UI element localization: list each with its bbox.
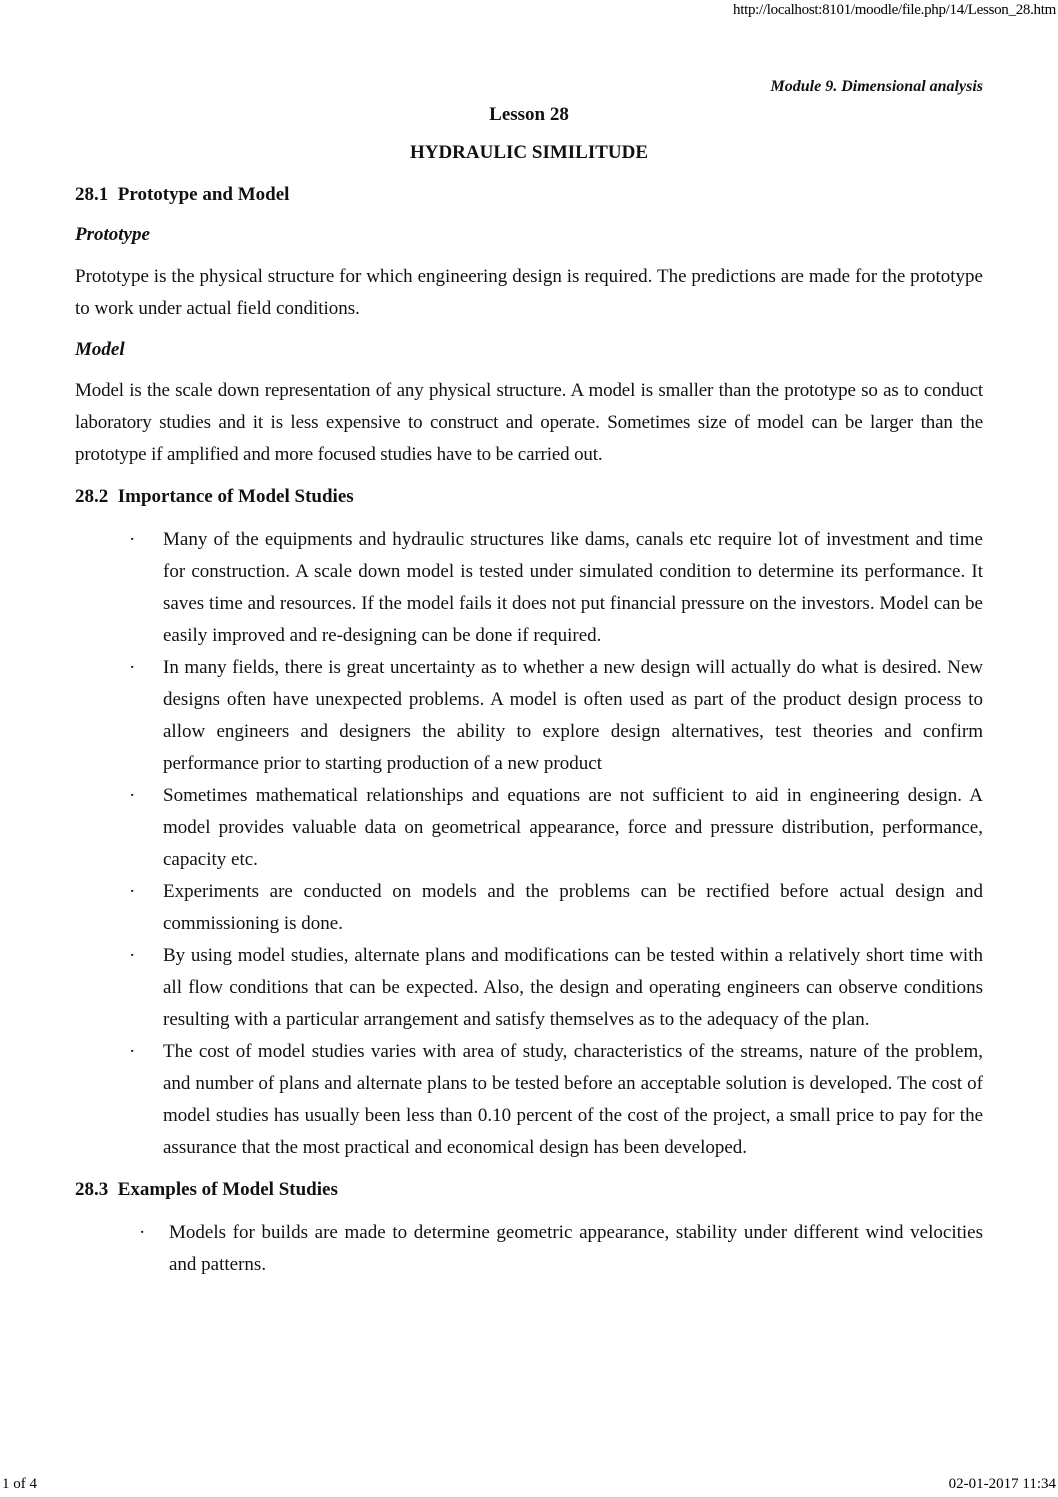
print-datetime: 02-01-2017 11:34 [948,1476,1056,1492]
document-body [75,74,983,1281]
list-item [75,1217,983,1281]
bullet-dot-icon: · [129,1041,136,1062]
bullet-text: Sometimes mathematical relationships and equations are not sufficient to aid in engineering design. A model provides valuable data on geometrical appearance, force and pressure distribution, performance, capacity etc. [163,785,983,870]
subheading-model: Model [75,339,125,360]
print-header-url: http://localhost:8101/moodle/file.php/14/Lesson_28.htm [733,2,1056,18]
bullet-dot-icon: · [129,945,136,966]
bullet-text: Many of the equipments and hydraulic structures like dams, canals etc require lot of investment and time for construction. A scale down model is tested under simulated condition to determine its performance. It saves time and resources. If the model fails it does not put financial pressure on the investors. Model can be easily improved and re-designing can be done if required. [163,529,983,646]
lesson-subtitle: HYDRAULIC SIMILITUDE [409,142,649,163]
importance-bullet-list [75,524,983,1164]
list-item [75,876,983,940]
paragraph-model: Model is the scale down representation of any physical structure. A model is smaller than the prototype so as to conduct laboratory studies and it is less expensive to construct and operate. Sometimes size of model can be larger than the prototype if amplified and more focused studies have to be carried out. [75,380,983,465]
bullet-text: Experiments are conducted on models and the problems can be rectified before actual design and commissioning is done. [163,881,983,934]
bullet-text: Models for builds are made to determine geometric appearance, stability under different wind velocities and patterns. [169,1222,983,1275]
lesson-title: Lesson 28 [489,104,569,125]
bullet-text: By using model studies, alternate plans and modifications can be tested within a relatively short time with all flow conditions that can be expected. Also, the design and operating engineers can observe conditions resulting with a particular arrangement and satisfy themselves as to the adequacy of the plan. [163,945,983,1030]
bullet-text: The cost of model studies varies with area of study, characteristics of the streams, nature of the problem, and number of plans and alternate plans to be tested before an acceptable solution is developed. The cost of model studies has usually been less than 0.10 percent of the cost of the project, a small price to pay for the assurance that the most practical and economical design has been developed. [163,1041,983,1158]
paragraph-prototype: Prototype is the physical structure for which engineering design is required. The predictions are made for the prototype to work under actual field conditions. [75,266,983,319]
bullet-text: In many fields, there is great uncertainty as to whether a new design will actually do what is desired. New designs often have unexpected problems. A model is often used as part of the product design process to allow engineers and designers the ability to explore design alternatives, test theories and confirm performance prior to starting production of a new product [163,657,983,774]
list-item [75,524,983,652]
bullet-dot-icon: · [129,881,136,902]
list-item [75,940,983,1036]
bullet-dot-icon: · [129,657,136,678]
list-item [75,1036,983,1164]
section-heading-28-1: 28.1 Prototype and Model [75,184,290,205]
module-label: Module 9. Dimensional analysis [770,78,983,95]
examples-bullet-list [75,1217,983,1281]
page-indicator: 1 of 4 [2,1476,37,1492]
subheading-prototype: Prototype [75,224,150,245]
list-item [75,780,983,876]
bullet-dot-icon: · [129,529,136,550]
section-heading-28-3: 28.3 Examples of Model Studies [75,1179,338,1200]
section-heading-28-2: 28.2 Importance of Model Studies [75,486,354,507]
bullet-dot-icon: · [129,785,136,806]
bullet-dot-icon: · [139,1222,146,1243]
list-item [75,652,983,780]
